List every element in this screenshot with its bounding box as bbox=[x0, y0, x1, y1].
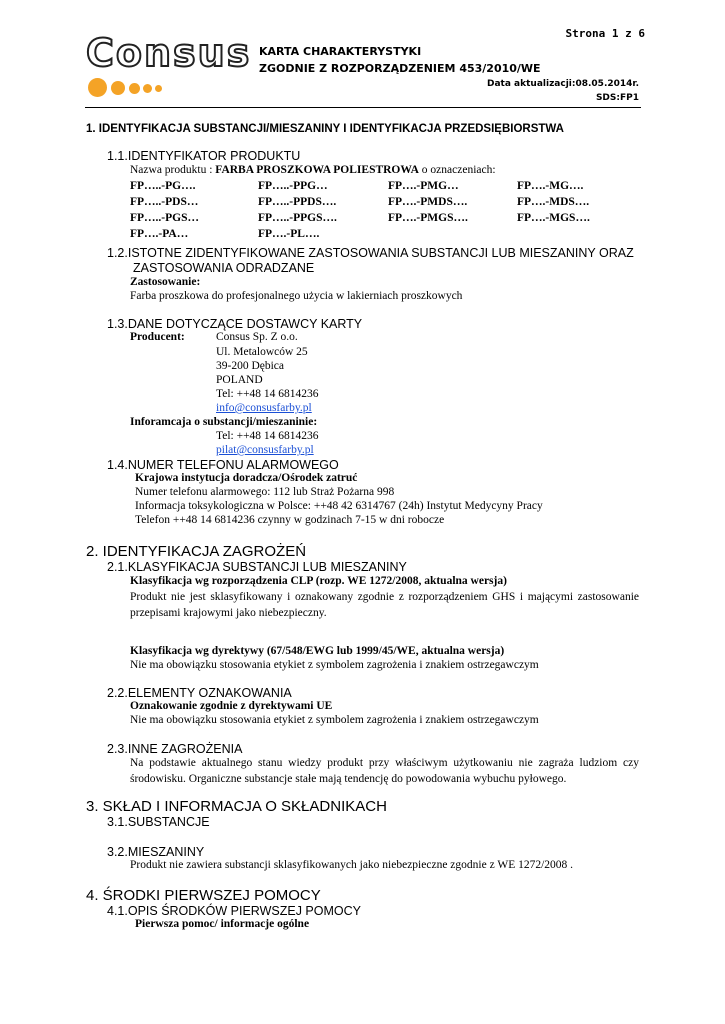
product-code: FP…..-PPGS…. bbox=[258, 212, 337, 224]
section-3-heading: 3. SKŁAD I INFORMACJA O SKŁADNIKACH bbox=[86, 798, 387, 815]
section-2-3-heading: 2.3.INNE ZAGROŻENIA bbox=[107, 742, 243, 756]
product-name-prefix: Nazwa produktu : bbox=[130, 164, 216, 176]
eu-labelling-text: Nie ma obowiązku stosowania etykiet z symbolem zagrożenia i znakiem ostrzegawczym bbox=[130, 714, 539, 726]
section-2-1-heading: 2.1.KLASYFIKACJA SUBSTANCJI LUB MIESZANINY bbox=[107, 560, 407, 574]
product-code: FP…..-PGS… bbox=[130, 212, 199, 224]
logo-dot bbox=[143, 84, 152, 93]
product-name-line bbox=[130, 164, 496, 176]
mixtures-text: Produkt nie zawiera substancji sklasyfikowanych jako niebezpieczne zgodnie z WE 1272/2008 . bbox=[130, 859, 574, 871]
section-2-2-heading: 2.2.ELEMENTY OZNAKOWANIA bbox=[107, 686, 292, 700]
sds-code: SDS:FP1 bbox=[595, 93, 639, 103]
info-label: Inforamcaja o substancji/mieszaninie: bbox=[130, 416, 318, 428]
other-hazards-text: Na podstawie aktualnego stanu wiedzy produkt przy właściwym użytkowaniu nie zagraża ludziom czy środowisku. Organiczne substancje stałe mają tendencję do powodowania wybuchu pyłowego. bbox=[130, 757, 639, 785]
logo-dot bbox=[155, 85, 162, 92]
section-4-heading: 4. ŚRODKI PIERWSZEJ POMOCY bbox=[86, 887, 321, 904]
product-code: FP….-PL…. bbox=[258, 228, 320, 240]
toxicology-line: Informacja toksykologiczna w Polsce: ++48 42 6314767 (24h) Instytut Medycyny Pracy bbox=[135, 500, 543, 512]
producer-name: Consus Sp. Z o.o. bbox=[216, 331, 298, 343]
clp-classification-label: Klasyfikacja wg rozporządzenia CLP (rozp. WE 1272/2008, aktualna wersja) bbox=[130, 575, 507, 587]
section-1-2-heading: 1.2.ISTOTNE ZIDENTYFIKOWANE ZASTOSOWANIA SUBSTANCJI LUB MIESZANINY ORAZ bbox=[107, 246, 634, 260]
section-1-4-heading: 1.4.NUMER TELEFONU ALARMOWEGO bbox=[107, 458, 339, 472]
product-code: FP….-PMDS…. bbox=[388, 196, 468, 208]
clp-classification-text: Produkt nie jest sklasyfikowany i oznakowany zgodnie z rozporządzeniem GHS i mającymi zastosowanie przepisami krajowymi jako niebezpieczny. bbox=[130, 591, 639, 619]
product-name: FARBA PROSZKOWA POLIESTROWA bbox=[215, 164, 419, 176]
producer-country: POLAND bbox=[216, 374, 263, 386]
product-code: FP….-MGS…. bbox=[517, 212, 590, 224]
phone-hours-line: Telefon ++48 14 6814236 czynny w godzinach 7-15 w dni robocze bbox=[135, 514, 445, 526]
producer-phone: Tel: ++48 14 6814236 bbox=[216, 388, 319, 400]
emergency-line: Numer telefonu alarmowego: 112 lub Straż Pożarna 998 bbox=[135, 486, 395, 498]
section-4-1-heading: 4.1.OPIS ŚRODKÓW PIERWSZEJ POMOCY bbox=[107, 904, 361, 918]
section-3-1-heading: 3.1.SUBSTANCJE bbox=[107, 815, 210, 829]
info-email-link[interactable]: pilat@consusfarby.pl bbox=[216, 444, 314, 456]
producer-city: 39-200 Dębica bbox=[216, 360, 285, 372]
product-code: FP….-MG…. bbox=[517, 180, 584, 192]
product-code: FP….-PMGS…. bbox=[388, 212, 468, 224]
directive-classification-text: Nie ma obowiązku stosowania etykiet z symbolem zagrożenia i znakiem ostrzegawczym bbox=[130, 659, 539, 671]
product-name-suffix: o oznaczeniach: bbox=[418, 164, 496, 176]
product-code: FP…..-PG…. bbox=[130, 180, 196, 192]
product-code: FP….-PA… bbox=[130, 228, 189, 240]
logo-dot bbox=[129, 83, 140, 94]
section-1-3-heading: 1.3.DANE DOTYCZĄCE DOSTAWCY KARTY bbox=[107, 317, 363, 331]
update-date: Data aktualizacji:08.05.2014r. bbox=[487, 79, 639, 89]
poison-center-label: Krajowa instytucja doradcza/Ośrodek zatruć bbox=[135, 472, 358, 484]
first-aid-general-label: Pierwsza pomoc/ informacje ogólne bbox=[135, 918, 310, 930]
producer-label: Producent: bbox=[130, 331, 185, 343]
header-divider bbox=[85, 107, 641, 108]
logo-dot bbox=[88, 78, 107, 97]
document-subtitle: ZGODNIE Z ROZPORZĄDZENIEM 453/2010/WE bbox=[259, 62, 541, 75]
document-title: KARTA CHARAKTERYSTYKI bbox=[259, 45, 422, 58]
info-phone: Tel: ++48 14 6814236 bbox=[216, 430, 319, 442]
product-code: FP….-PMG… bbox=[388, 180, 459, 192]
product-code: FP…..-PPDS…. bbox=[258, 196, 337, 208]
section-1-1-heading: 1.1.IDENTYFIKATOR PRODUKTU bbox=[107, 149, 301, 163]
producer-email-link[interactable]: info@consusfarby.pl bbox=[216, 402, 312, 414]
product-code: FP…..-PDS… bbox=[130, 196, 199, 208]
producer-street: Ul. Metalowców 25 bbox=[216, 346, 308, 358]
logo-dot bbox=[111, 81, 125, 95]
product-code: FP…..-PPG… bbox=[258, 180, 328, 192]
usage-label: Zastosowanie: bbox=[130, 276, 201, 288]
section-1-heading: 1. IDENTYFIKACJA SUBSTANCJI/MIESZANINY I IDENTYFIKACJA PRZEDSIĘBIORSTWA bbox=[86, 123, 564, 135]
directive-classification-label: Klasyfikacja wg dyrektywy (67/548/EWG lub 1999/45/WE, aktualna wersja) bbox=[130, 645, 505, 657]
page-number: Strona 1 z 6 bbox=[565, 27, 645, 40]
section-2-heading: 2. IDENTYFIKACJA ZAGROŻEŃ bbox=[86, 543, 307, 560]
eu-labelling-label: Oznakowanie zgodnie z dyrektywami UE bbox=[130, 700, 333, 712]
section-3-2-heading: 3.2.MIESZANINY bbox=[107, 845, 205, 859]
product-code: FP….-MDS…. bbox=[517, 196, 590, 208]
usage-text: Farba proszkowa do profesjonalnego użycia w lakierniach proszkowych bbox=[130, 290, 463, 302]
consus-logo: Consus bbox=[86, 31, 252, 75]
section-1-2-heading-cont: ZASTOSOWANIA ODRADZANE bbox=[133, 261, 315, 275]
